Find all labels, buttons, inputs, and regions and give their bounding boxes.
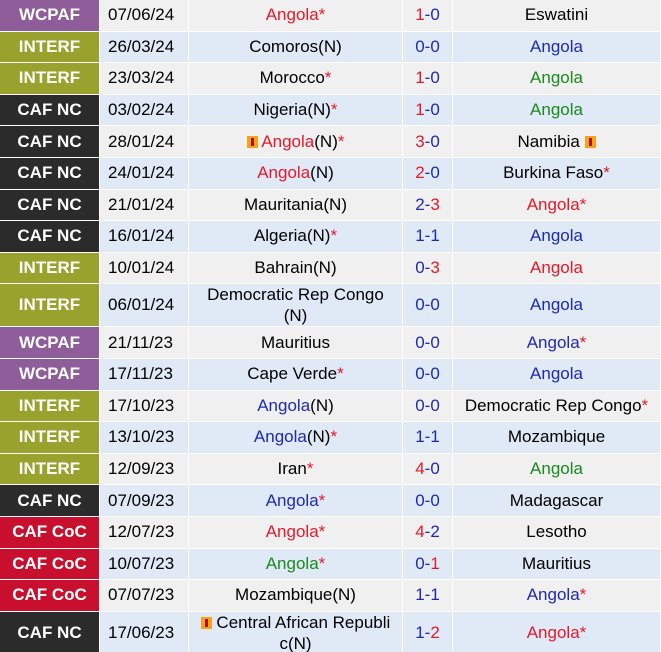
away-team-name[interactable]: Angola: [526, 332, 580, 352]
home-team-name[interactable]: Comoros: [249, 36, 319, 56]
match-date: 03/02/24: [108, 100, 175, 120]
competition-label[interactable]: INTERF: [18, 395, 81, 415]
asterisk-marker: *: [318, 553, 326, 573]
home-team[interactable]: [189, 549, 403, 581]
away-score: 1: [430, 553, 440, 573]
score-separator: -: [424, 36, 431, 56]
competition-label[interactable]: CAF NC: [17, 163, 82, 183]
away-team[interactable]: [453, 284, 661, 327]
competition-label[interactable]: WCPAF: [18, 5, 81, 25]
score-separator: -: [424, 131, 431, 151]
away-team-name[interactable]: Angola: [526, 194, 580, 214]
home-team[interactable]: [189, 63, 403, 95]
asterisk-marker: *: [641, 395, 649, 415]
home-team-name[interactable]: Angola: [257, 395, 311, 415]
match-date: 21/11/23: [108, 332, 173, 352]
table-row[interactable]: [0, 95, 661, 127]
score[interactable]: [403, 517, 453, 549]
away-team[interactable]: [453, 359, 661, 391]
score-separator: -: [424, 332, 431, 352]
away-score: 0: [430, 163, 440, 183]
asterisk-marker: *: [318, 522, 326, 542]
away-score: 0: [430, 100, 440, 120]
asterisk-marker: *: [337, 364, 344, 384]
away-team-name[interactable]: Angola: [530, 258, 583, 278]
competition-label[interactable]: INTERF: [18, 459, 81, 479]
table-row[interactable]: [0, 359, 661, 391]
away-team[interactable]: [453, 0, 661, 32]
away-score: 0: [430, 395, 440, 415]
match-date: 12/09/23: [108, 459, 175, 479]
home-score: 0: [415, 490, 425, 510]
neutral-venue-marker: (N): [306, 427, 331, 447]
home-score: 1: [415, 100, 425, 120]
away-team[interactable]: [453, 253, 661, 285]
away-team[interactable]: [453, 422, 661, 454]
match-date: 10/01/24: [108, 258, 175, 278]
score[interactable]: [403, 454, 453, 486]
home-team-name[interactable]: Mauritania: [244, 194, 324, 214]
score[interactable]: [403, 190, 453, 222]
score-separator: -: [424, 427, 431, 447]
match-date: 24/01/24: [108, 163, 175, 183]
home-score: 0: [415, 258, 425, 278]
score[interactable]: [403, 612, 453, 652]
home-score: 3: [415, 131, 425, 151]
score-separator: -: [424, 553, 431, 573]
competition-label[interactable]: INTERF: [18, 427, 81, 447]
score-separator: -: [424, 194, 431, 214]
asterisk-marker: *: [330, 427, 338, 447]
asterisk-marker: *: [324, 68, 332, 88]
table-row[interactable]: [0, 190, 661, 222]
score[interactable]: [403, 253, 453, 285]
neutral-venue-marker: (N): [323, 194, 347, 214]
home-team[interactable]: [189, 391, 403, 423]
home-team-name[interactable]: Angola: [265, 553, 319, 573]
asterisk-marker: *: [318, 490, 326, 510]
home-team-name[interactable]: Iran: [277, 459, 307, 479]
home-score: 4: [415, 459, 425, 479]
away-team[interactable]: [453, 549, 661, 581]
away-team[interactable]: [453, 95, 661, 127]
score[interactable]: [403, 63, 453, 95]
home-score: 1: [415, 585, 425, 605]
away-team[interactable]: [453, 63, 661, 95]
home-team-name[interactable]: Central African Republi: [216, 612, 391, 632]
score[interactable]: [403, 391, 453, 423]
home-team[interactable]: [189, 359, 403, 391]
away-team[interactable]: [453, 221, 661, 253]
neutral-venue-marker: (N): [310, 163, 334, 183]
competition-label[interactable]: CAF NC: [17, 490, 82, 510]
score-separator: -: [424, 100, 431, 120]
neutral-venue-marker: (N): [314, 131, 338, 151]
away-team-name[interactable]: Angola: [526, 585, 580, 605]
match-date: 07/07/23: [108, 585, 175, 605]
away-team[interactable]: [453, 454, 661, 486]
competition-label[interactable]: CAF NC: [17, 100, 82, 120]
table-row[interactable]: [0, 580, 661, 612]
home-team[interactable]: [189, 517, 403, 549]
competition-label[interactable]: CAF NC: [17, 622, 82, 642]
table-row[interactable]: [0, 454, 661, 486]
home-team-name[interactable]: Mauritius: [261, 332, 330, 352]
home-team[interactable]: [189, 454, 403, 486]
table-row[interactable]: [0, 0, 661, 32]
competition-label[interactable]: WCPAF: [18, 332, 81, 352]
competition-label[interactable]: CAF CoC: [12, 522, 87, 542]
competition-label[interactable]: WCPAF: [18, 364, 81, 384]
red-card-icon: [585, 136, 596, 148]
table-row[interactable]: [0, 221, 661, 253]
table-row[interactable]: [0, 63, 661, 95]
away-team-name[interactable]: Burkina Faso: [503, 163, 604, 183]
competition-label[interactable]: CAF NC: [17, 194, 82, 214]
asterisk-marker: *: [306, 459, 314, 479]
away-team[interactable]: [453, 158, 661, 190]
score[interactable]: [403, 32, 453, 64]
away-score: 0: [430, 364, 440, 384]
competition-label[interactable]: INTERF: [18, 295, 81, 315]
home-team-name[interactable]: Algeria: [253, 226, 307, 246]
table-row[interactable]: [0, 391, 661, 423]
home-team-name[interactable]: Angola: [257, 163, 311, 183]
score-separator: -: [424, 585, 431, 605]
home-team[interactable]: [189, 221, 403, 253]
home-team-name[interactable]: Morocco: [259, 68, 325, 88]
home-score: 1: [415, 5, 425, 25]
score[interactable]: [403, 422, 453, 454]
table-row[interactable]: [0, 612, 661, 652]
away-team-name[interactable]: Angola: [530, 226, 583, 246]
away-team[interactable]: [453, 126, 661, 158]
home-score: 1: [415, 226, 425, 246]
away-score: 0: [430, 332, 440, 352]
away-team-name[interactable]: Democratic Rep Congo: [464, 395, 642, 415]
table-row[interactable]: [0, 422, 661, 454]
table-row[interactable]: [0, 284, 661, 327]
score[interactable]: [403, 549, 453, 581]
away-team-name[interactable]: Mozambique: [507, 427, 606, 447]
asterisk-marker: *: [579, 585, 587, 605]
red-card-icon: [201, 617, 212, 629]
table-row[interactable]: [0, 158, 661, 190]
score-separator: -: [424, 622, 431, 642]
asterisk-marker: *: [337, 131, 345, 151]
match-date: 21/01/24: [108, 194, 175, 214]
asterisk-marker: *: [579, 332, 587, 352]
away-team[interactable]: [453, 32, 661, 64]
score[interactable]: [403, 0, 453, 32]
home-team[interactable]: [189, 284, 403, 327]
match-date: 17/06/23: [108, 622, 175, 642]
score-separator: -: [424, 522, 431, 542]
away-score: 3: [430, 258, 440, 278]
away-team[interactable]: [453, 391, 661, 423]
score[interactable]: [403, 221, 453, 253]
away-score: 0: [430, 131, 440, 151]
neutral-venue-marker: (N): [313, 258, 337, 278]
match-date: 10/07/23: [108, 553, 175, 573]
table-row[interactable]: [0, 485, 661, 517]
match-date: 07/06/24: [108, 5, 175, 25]
match-date: 26/03/24: [108, 36, 175, 56]
score[interactable]: [403, 580, 453, 612]
match-date: 17/10/23: [108, 395, 175, 415]
competition-label[interactable]: INTERF: [18, 36, 81, 56]
score-separator: -: [424, 258, 431, 278]
asterisk-marker: *: [318, 5, 326, 25]
match-date: 13/10/23: [108, 427, 175, 447]
asterisk-marker: *: [603, 163, 610, 183]
away-team[interactable]: [453, 580, 661, 612]
score-separator: -: [424, 5, 431, 25]
match-date: 16/01/24: [108, 226, 175, 246]
home-score: 0: [415, 36, 425, 56]
home-score: 0: [415, 553, 425, 573]
away-team-name[interactable]: Eswatini: [524, 5, 589, 25]
home-team-name-cont: c(N): [279, 633, 312, 652]
score[interactable]: [403, 327, 453, 359]
away-score: 1: [430, 585, 440, 605]
away-score: 1: [430, 427, 440, 447]
home-team-name[interactable]: Democratic Rep Congo: [207, 285, 384, 305]
table-row[interactable]: [0, 549, 661, 581]
away-team-name[interactable]: Mauritius: [522, 553, 591, 573]
home-team[interactable]: [189, 126, 403, 158]
red-card-icon: [247, 136, 258, 148]
competition-label[interactable]: INTERF: [18, 258, 81, 278]
score-separator: -: [424, 163, 431, 183]
away-score: 2: [430, 522, 440, 542]
home-team-name[interactable]: Angola: [261, 131, 315, 151]
away-team-name[interactable]: Angola: [526, 622, 580, 642]
home-team[interactable]: [189, 422, 403, 454]
away-score: 0: [430, 459, 440, 479]
table-row[interactable]: [0, 32, 661, 64]
home-score: 2: [415, 163, 425, 183]
away-team-name[interactable]: Angola: [530, 68, 583, 88]
score-separator: -: [424, 226, 431, 246]
score-separator: -: [424, 295, 431, 315]
home-team-name[interactable]: Angola: [253, 427, 307, 447]
away-team-name[interactable]: Namibia: [517, 131, 580, 151]
home-team[interactable]: [189, 190, 403, 222]
away-score: 0: [430, 5, 440, 25]
home-team-name[interactable]: Angola: [265, 5, 319, 25]
home-team[interactable]: [189, 0, 403, 32]
away-score: 1: [430, 226, 440, 246]
match-date: 12/07/23: [108, 522, 175, 542]
home-team[interactable]: [189, 253, 403, 285]
away-team[interactable]: [453, 612, 661, 652]
asterisk-marker: *: [330, 226, 338, 246]
home-score: 1: [415, 68, 425, 88]
home-team[interactable]: [189, 485, 403, 517]
score-separator: -: [424, 68, 431, 88]
score-separator: -: [424, 490, 431, 510]
home-score: 2: [415, 194, 425, 214]
score[interactable]: [403, 485, 453, 517]
home-team[interactable]: [189, 612, 403, 652]
neutral-venue-marker: (N): [306, 226, 331, 246]
away-team-name[interactable]: Angola: [530, 364, 583, 384]
away-team-name[interactable]: Angola: [530, 100, 583, 120]
neutral-venue-marker: (N): [283, 306, 308, 326]
asterisk-marker: *: [579, 194, 587, 214]
away-score: 0: [430, 295, 440, 315]
home-score: 0: [415, 395, 425, 415]
home-team[interactable]: [189, 158, 403, 190]
match-date: 06/01/24: [108, 295, 175, 315]
away-team[interactable]: [453, 485, 661, 517]
home-score: 0: [415, 295, 425, 315]
score[interactable]: [403, 126, 453, 158]
table-row[interactable]: [0, 126, 661, 158]
home-team[interactable]: [189, 95, 403, 127]
away-score: 0: [430, 490, 440, 510]
away-team[interactable]: [453, 327, 661, 359]
away-score: 2: [430, 622, 440, 642]
home-score: 1: [415, 622, 425, 642]
home-team[interactable]: [189, 580, 403, 612]
neutral-venue-marker: (N): [310, 395, 334, 415]
score-separator: -: [424, 395, 431, 415]
competition-label[interactable]: CAF CoC: [12, 585, 87, 605]
away-team-name[interactable]: Angola: [530, 36, 583, 56]
away-team-name[interactable]: Angola: [530, 295, 583, 315]
score[interactable]: [403, 95, 453, 127]
away-team-name[interactable]: Lesotho: [526, 522, 587, 542]
score-separator: -: [424, 459, 431, 479]
table-row[interactable]: [0, 327, 661, 359]
away-score: 3: [430, 194, 440, 214]
table-row[interactable]: [0, 253, 661, 285]
away-team[interactable]: [453, 190, 661, 222]
away-score: 0: [430, 68, 440, 88]
home-score: 0: [415, 364, 425, 384]
home-team-name[interactable]: Angola: [265, 490, 319, 510]
home-team-name[interactable]: Cape Verde: [247, 364, 338, 384]
away-team-name[interactable]: Madagascar: [509, 490, 604, 510]
score[interactable]: [403, 158, 453, 190]
home-score: 0: [415, 332, 425, 352]
away-team[interactable]: [453, 517, 661, 549]
neutral-venue-marker: (N): [307, 100, 331, 120]
competition-label[interactable]: CAF NC: [17, 226, 82, 246]
neutral-venue-marker: (N): [332, 585, 356, 605]
match-date: 28/01/24: [108, 131, 175, 151]
home-team[interactable]: [189, 32, 403, 64]
home-score: 1: [415, 427, 425, 447]
match-date: 23/03/24: [108, 68, 175, 88]
asterisk-marker: *: [330, 100, 338, 120]
competition-label[interactable]: CAF NC: [17, 131, 82, 151]
home-team-name[interactable]: Nigeria: [253, 100, 308, 120]
match-date: 07/09/23: [108, 490, 175, 510]
competition-label[interactable]: INTERF: [18, 68, 81, 88]
table-row[interactable]: [0, 517, 661, 549]
score[interactable]: [403, 284, 453, 327]
home-team-name[interactable]: Angola: [265, 522, 319, 542]
away-team-name[interactable]: Angola: [530, 459, 583, 479]
score[interactable]: [403, 359, 453, 391]
competition-label[interactable]: CAF CoC: [12, 553, 87, 573]
asterisk-marker: *: [579, 622, 587, 642]
match-date: 17/11/23: [108, 364, 173, 384]
home-team[interactable]: [189, 327, 403, 359]
neutral-venue-marker: (N): [318, 36, 342, 56]
home-team-name[interactable]: Mozambique: [235, 585, 333, 605]
home-team-name[interactable]: Bahrain: [254, 258, 313, 278]
away-score: 0: [430, 36, 440, 56]
score-separator: -: [424, 364, 431, 384]
home-score: 4: [415, 522, 425, 542]
